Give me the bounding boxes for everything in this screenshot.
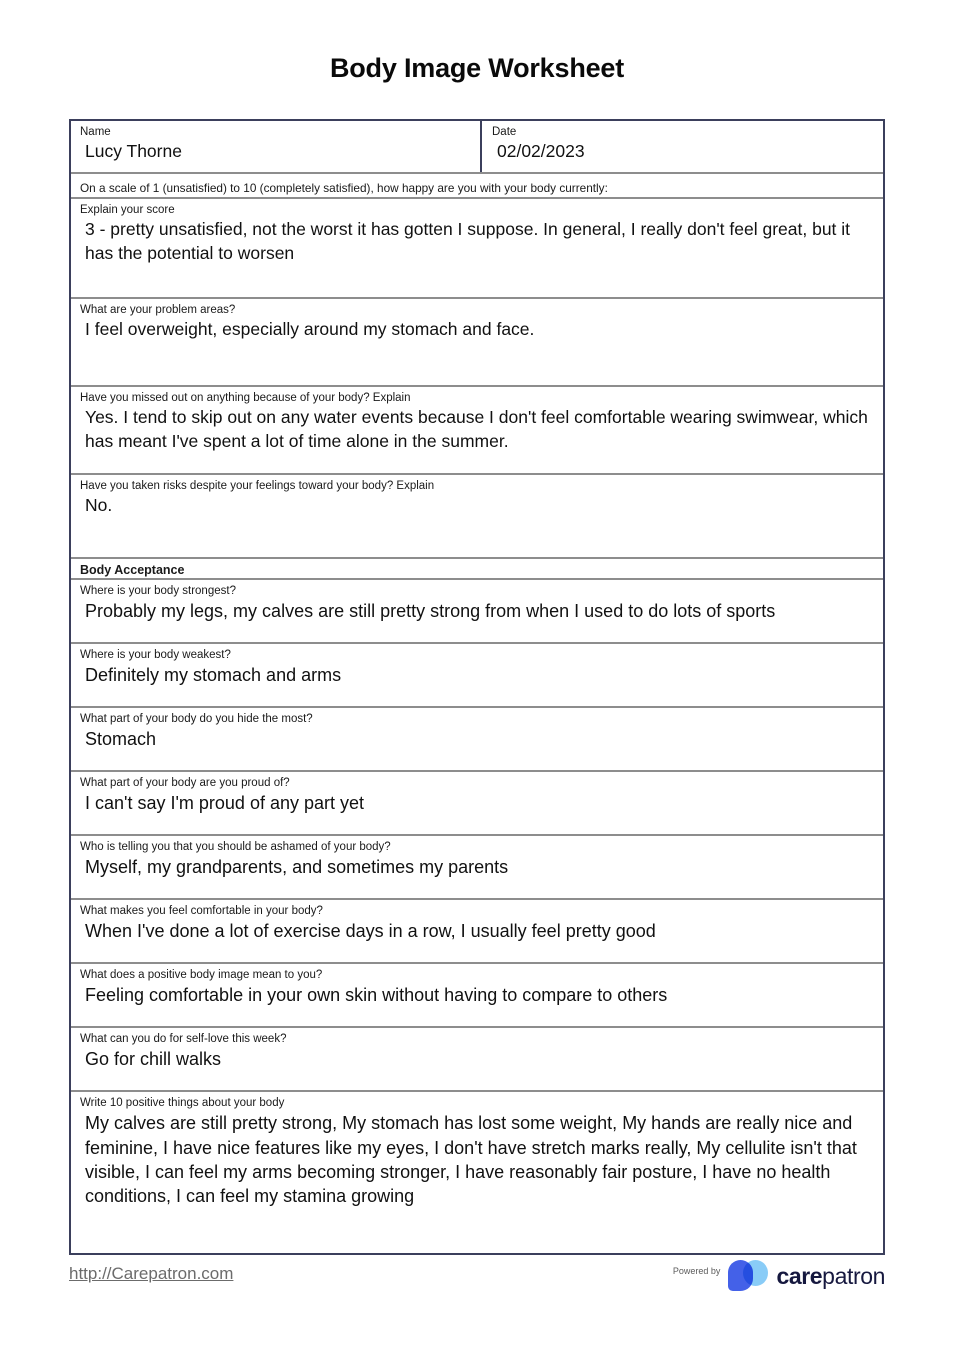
question-cell: [71, 964, 883, 1008]
question-label: What can you do for self-love this week?: [80, 1033, 287, 1045]
question-cell: [71, 580, 883, 624]
question-answer: Myself, my grandparents, and sometimes my parents: [85, 857, 509, 878]
question-answer: Yes. I tend to skip out on any water events because I don't feel comfortable wearing swimwear, which has meant I've spent a lot of time alone in the summer.: [85, 407, 873, 451]
carepatron-wordmark: [776, 1263, 885, 1290]
question-row[interactable]: [71, 473, 883, 557]
carepatron-logo-icon: [728, 1258, 768, 1292]
question-label: What makes you feel comfortable in your body?: [80, 905, 323, 917]
question-label: Have you missed out on anything because of your body? Explain: [80, 392, 411, 404]
question-answer: 3 - pretty unsatisfied, not the worst it has gotten I suppose. In general, I really don't feel great, but it has the potential to worsen: [85, 219, 855, 263]
page-title: Body Image Worksheet: [329, 53, 625, 83]
section-heading-row: [71, 557, 883, 578]
question-answer: Feeling comfortable in your own skin without having to compare to others: [85, 985, 668, 1006]
name-label: Name: [80, 126, 111, 138]
section-heading-cell: [71, 559, 883, 579]
question-row[interactable]: [71, 1090, 883, 1253]
wordmark-care: care: [776, 1262, 823, 1289]
scale-question-row: [71, 172, 883, 197]
question-label: Explain your score: [80, 204, 175, 216]
question-cell: [71, 1092, 883, 1209]
question-cell: [71, 708, 883, 752]
question-label: Who is telling you that you should be ashamed of your body?: [80, 841, 391, 853]
scale-question-cell: [71, 174, 883, 196]
question-cell: [71, 199, 883, 266]
question-answer: I can't say I'm proud of any part yet: [85, 793, 365, 814]
identity-row: [71, 121, 883, 172]
question-row[interactable]: [71, 642, 883, 706]
page-footer: [0, 1258, 954, 1318]
question-row[interactable]: [71, 706, 883, 770]
question-answer: When I've done a lot of exercise days in a row, I usually feel pretty good: [85, 921, 656, 942]
question-label: Have you taken risks despite your feelings toward your body? Explain: [80, 480, 435, 492]
carepatron-url-link[interactable]: http://Carepatron.com: [69, 1264, 234, 1283]
carepatron-branding: [673, 1258, 885, 1292]
date-field-cell[interactable]: [480, 121, 883, 172]
question-label: What part of your body do you hide the most?: [80, 713, 313, 725]
question-label: Write 10 positive things about your body: [80, 1097, 285, 1109]
question-label: What does a positive body image mean to you?: [80, 969, 323, 981]
name-value: Lucy Thorne: [85, 141, 182, 162]
question-answer: I feel overweight, especially around my stomach and face.: [85, 319, 535, 340]
section-heading-body-acceptance: Body Acceptance: [80, 563, 185, 577]
question-row[interactable]: [71, 385, 883, 473]
question-answer: Go for chill walks: [85, 1049, 222, 1070]
powered-by-label: Powered by: [672, 1265, 721, 1276]
name-field-cell[interactable]: [71, 121, 480, 172]
scale-question-text: On a scale of 1 (unsatisfied) to 10 (completely satisfied), how happy are you with your body currently:: [80, 181, 608, 195]
question-row[interactable]: [71, 770, 883, 834]
question-cell: [71, 475, 883, 518]
wordmark-patron: patron: [822, 1262, 885, 1289]
question-label: What are your problem areas?: [80, 304, 236, 316]
date-value: 02/02/2023: [497, 141, 585, 162]
question-cell: [71, 772, 883, 816]
question-cell: [71, 299, 883, 342]
question-answer: No.: [85, 495, 113, 516]
question-label: Where is your body weakest?: [80, 649, 231, 661]
question-answer: Stomach: [85, 729, 157, 750]
question-cell: [71, 387, 883, 454]
question-row[interactable]: [71, 898, 883, 962]
question-cell: [71, 836, 883, 880]
logo-light-circle: [743, 1260, 768, 1286]
question-row[interactable]: [71, 1026, 883, 1090]
question-answer: My calves are still pretty strong, My stomach has lost some weight, My hands are really nice and feminine, I have nice features like my eyes, I don't have stretch marks really, My cellulite isn't that visible, I can feel my arms becoming stronger, I have reasonably fair posture, I have no health conditions, I can feel my stamina growing: [85, 1113, 862, 1207]
worksheet-form-table: [69, 119, 885, 1255]
date-label: Date: [492, 126, 517, 138]
question-row[interactable]: [71, 578, 883, 642]
question-row[interactable]: [71, 197, 883, 297]
question-cell: [71, 644, 883, 688]
question-label: Where is your body strongest?: [80, 585, 236, 597]
question-row[interactable]: [71, 962, 883, 1026]
question-label: What part of your body are you proud of?: [80, 777, 290, 789]
question-answer: Definitely my stomach and arms: [85, 665, 342, 686]
question-row[interactable]: [71, 834, 883, 898]
question-cell: [71, 900, 883, 944]
question-cell: [71, 1028, 883, 1072]
question-answer: Probably my legs, my calves are still pretty strong from when I used to do lots of sports: [85, 601, 776, 622]
question-row[interactable]: [71, 297, 883, 385]
